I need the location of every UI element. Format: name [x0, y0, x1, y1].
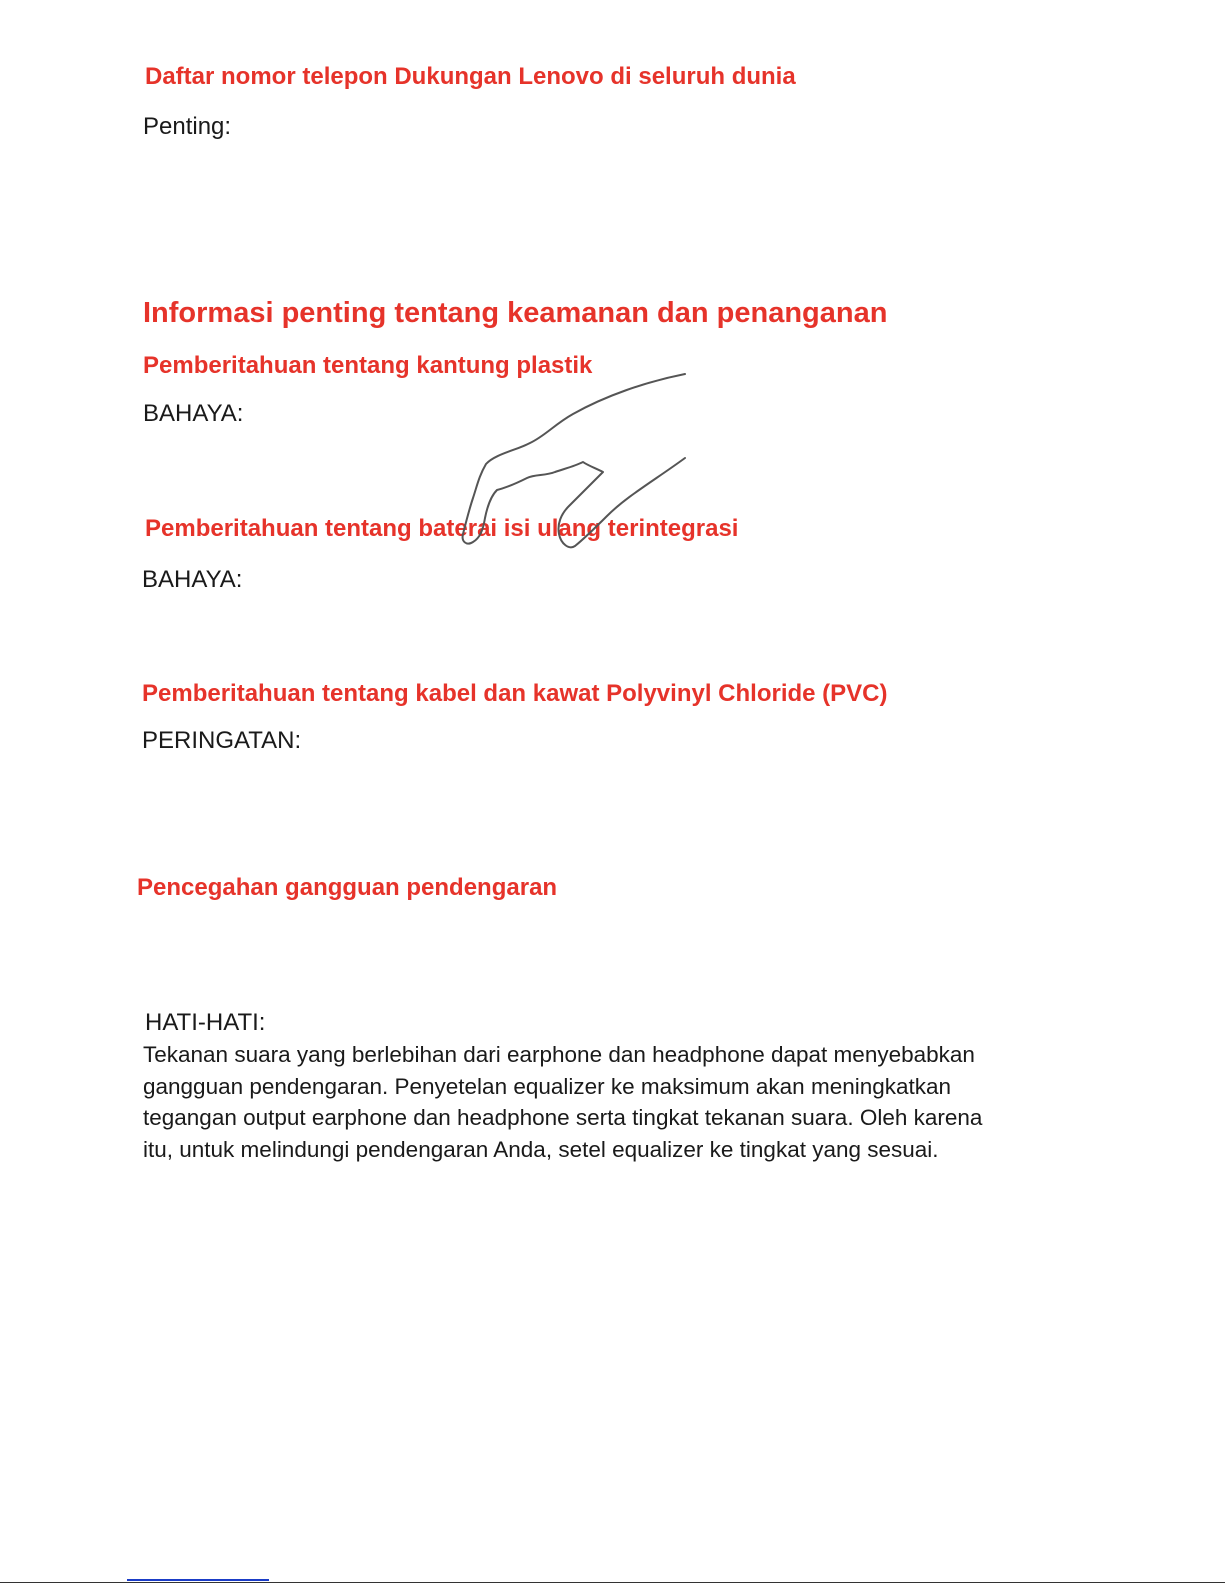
heading-support-list: Daftar nomor telepon Dukungan Lenovo di seluruh dunia — [145, 63, 796, 90]
heading-battery: Pemberitahuan tentang baterai isi ulang terintegrasi — [145, 515, 739, 542]
heading-plastic-bag: Pemberitahuan tentang kantung plastik — [143, 352, 593, 379]
label-bahaya-plastic: BAHAYA: — [143, 400, 244, 427]
hearing-line-3: tegangan output earphone dan headphone serta tingkat tekanan suara. Oleh karena — [143, 1105, 983, 1130]
hearing-line-4: itu, untuk melindungi pendengaran Anda, setel equalizer ke tingkat yang sesuai. — [143, 1136, 939, 1162]
label-peringatan: PERINGATAN: — [142, 727, 302, 754]
heading-pvc: Pemberitahuan tentang kabel dan kawat Polyvinyl Chloride (PVC) — [142, 680, 888, 707]
label-bahaya-battery: BAHAYA: — [142, 566, 243, 593]
footer-link-underline — [127, 1579, 269, 1581]
page-bottom-rule — [0, 1582, 1225, 1583]
hearing-line-1: Tekanan suara yang berlebihan dari earphone dan headphone dapat menyebabkan — [143, 1042, 975, 1067]
heading-hearing: Pencegahan gangguan pendengaran — [137, 874, 558, 901]
heading-safety-info: Informasi penting tentang keamanan dan penanganan — [143, 297, 888, 329]
label-hati-hati: HATI-HATI: — [145, 1009, 266, 1036]
hearing-paragraph — [143, 1039, 982, 1165]
label-penting: Penting: — [143, 113, 232, 140]
tap-hand-icon — [455, 368, 695, 558]
hearing-line-2: gangguan pendengaran. Penyetelan equalizer ke maksimum akan meningkatkan — [143, 1073, 952, 1099]
